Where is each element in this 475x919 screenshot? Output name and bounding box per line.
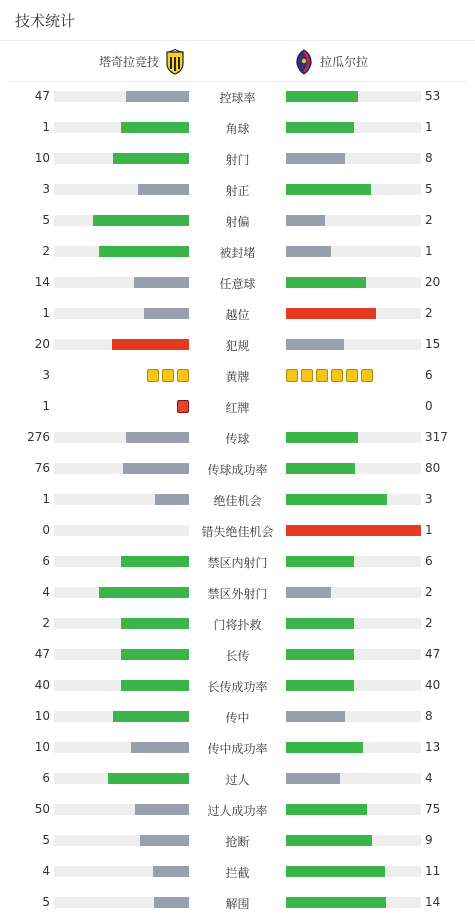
- stat-label: 犯规: [225, 339, 250, 353]
- home-stat-bar: [54, 339, 189, 350]
- away-stat-bar: [286, 618, 421, 629]
- away-stat-bar: [286, 153, 421, 164]
- home-stat-value: 40: [34, 678, 50, 692]
- away-stat-bar-fill: [286, 711, 345, 722]
- home-stat-bar: [54, 91, 189, 102]
- away-stat-value: 2: [425, 306, 433, 320]
- away-stat-bar: [286, 494, 421, 505]
- away-stat-bar: [286, 277, 421, 288]
- away-stat-bar: [286, 215, 421, 226]
- home-stat-bar-fill: [138, 184, 189, 195]
- home-cards: [147, 369, 189, 382]
- stat-label: 拦截: [225, 866, 250, 880]
- stat-label: 过人成功率: [207, 804, 268, 818]
- away-stat-bar: [286, 525, 421, 536]
- stat-label: 越位: [225, 308, 250, 322]
- away-stat-value: 9: [425, 833, 433, 847]
- home-stat-value: 20: [34, 337, 50, 351]
- away-team[interactable]: [295, 41, 368, 82]
- stat-row: [0, 546, 475, 577]
- home-stat-bar-fill: [113, 153, 189, 164]
- away-stat-bar-fill: [286, 773, 340, 784]
- home-stat-bar-fill: [121, 556, 189, 567]
- away-stat-bar-fill: [286, 494, 387, 505]
- home-stat-bar-fill: [123, 463, 189, 474]
- stat-row: [0, 422, 475, 453]
- away-stat-value: 15: [425, 337, 441, 351]
- away-stat-bar-fill: [286, 463, 355, 474]
- home-stat-bar: [54, 184, 189, 195]
- home-cards: [177, 400, 189, 413]
- away-stat-bar-fill: [286, 153, 345, 164]
- away-stat-bar: [286, 587, 421, 598]
- away-stat-bar: [286, 897, 421, 908]
- stat-label: 长传成功率: [207, 680, 268, 694]
- away-stat-value: 6: [425, 368, 433, 382]
- away-stat-bar-fill: [286, 804, 367, 815]
- stat-label: 被封堵: [219, 246, 256, 260]
- home-stat-bar: [54, 153, 189, 164]
- home-stat-value: 10: [34, 709, 50, 723]
- away-stat-bar: [286, 835, 421, 846]
- stat-row: [0, 515, 475, 546]
- page-title: 技术统计: [15, 12, 76, 30]
- away-stat-bar: [286, 91, 421, 102]
- yellow-card-icon: [286, 369, 298, 382]
- stat-label: 长传: [225, 649, 250, 663]
- home-stat-value: 5: [42, 213, 50, 227]
- home-stat-bar-fill: [108, 773, 189, 784]
- home-stat-value: 50: [34, 802, 50, 816]
- home-stat-bar-fill: [126, 91, 189, 102]
- home-stat-bar-fill: [144, 308, 189, 319]
- away-stat-value: 5: [425, 182, 433, 196]
- home-stat-value: 1: [42, 306, 50, 320]
- home-team-name: 塔奇拉竞技: [98, 55, 159, 69]
- away-stat-bar-fill: [286, 742, 363, 753]
- away-stat-bar-fill: [286, 91, 358, 102]
- yellow-card-icon: [177, 369, 189, 382]
- stat-label: 红牌: [225, 401, 250, 415]
- yellow-card-icon: [301, 369, 313, 382]
- home-stat-value: 47: [34, 647, 50, 661]
- away-stat-bar-fill: [286, 122, 354, 133]
- home-stat-bar: [54, 215, 189, 226]
- home-stat-bar: [54, 122, 189, 133]
- away-stat-bar-fill: [286, 432, 358, 443]
- away-stat-bar: [286, 463, 421, 474]
- stat-row: [0, 81, 475, 112]
- away-stat-bar: [286, 711, 421, 722]
- stat-row: [0, 143, 475, 174]
- home-stat-bar-fill: [121, 122, 189, 133]
- away-stat-bar: [286, 649, 421, 660]
- stat-row: [0, 112, 475, 143]
- stat-row: [0, 391, 475, 422]
- away-stat-bar: [286, 866, 421, 877]
- home-stat-bar-fill: [140, 835, 189, 846]
- stat-row: [0, 453, 475, 484]
- away-stat-bar-fill: [286, 556, 354, 567]
- away-stat-bar: [286, 742, 421, 753]
- home-stat-bar: [54, 246, 189, 257]
- stat-row: [0, 794, 475, 825]
- stat-row: [0, 670, 475, 701]
- away-stat-value: 75: [425, 802, 441, 816]
- stat-label: 禁区外射门: [207, 587, 268, 601]
- home-stat-bar: [54, 804, 189, 815]
- home-stat-bar-fill: [121, 618, 189, 629]
- stat-label: 传中成功率: [207, 742, 268, 756]
- stat-row: [0, 825, 475, 856]
- home-stat-bar: [54, 711, 189, 722]
- red-card-icon: [177, 400, 189, 413]
- away-stat-bar: [286, 122, 421, 133]
- stat-label: 任意球: [219, 277, 256, 291]
- home-stat-bar: [54, 463, 189, 474]
- away-stat-bar: [286, 773, 421, 784]
- away-stat-bar: [286, 339, 421, 350]
- away-stat-value: 40: [425, 678, 441, 692]
- home-stat-bar: [54, 866, 189, 877]
- home-stat-value: 1: [42, 399, 50, 413]
- stat-label: 控球率: [219, 91, 256, 105]
- stats-list: [0, 81, 475, 918]
- home-stat-bar: [54, 618, 189, 629]
- home-team-crest-icon: [166, 49, 184, 75]
- away-stat-bar: [286, 432, 421, 443]
- stat-row: [0, 732, 475, 763]
- home-stat-bar-fill: [153, 866, 189, 877]
- home-stat-value: 276: [27, 430, 50, 444]
- stat-row: [0, 639, 475, 670]
- home-stat-bar-fill: [99, 587, 189, 598]
- stats-header: [0, 0, 475, 41]
- away-stat-value: 20: [425, 275, 441, 289]
- stat-row: [0, 329, 475, 360]
- home-stat-bar: [54, 897, 189, 908]
- yellow-card-icon: [331, 369, 343, 382]
- stat-row: [0, 577, 475, 608]
- home-stat-bar-fill: [99, 246, 189, 257]
- away-stat-bar-fill: [286, 525, 421, 536]
- home-stat-value: 6: [42, 771, 50, 785]
- away-stat-value: 8: [425, 709, 433, 723]
- home-stat-value: 4: [42, 864, 50, 878]
- away-stat-bar-fill: [286, 339, 344, 350]
- away-stat-bar-fill: [286, 587, 331, 598]
- home-stat-bar-fill: [126, 432, 189, 443]
- stat-label: 射正: [225, 184, 250, 198]
- home-stat-value: 14: [34, 275, 50, 289]
- home-stat-bar-fill: [155, 494, 189, 505]
- away-stat-bar-fill: [286, 215, 325, 226]
- away-stat-bar: [286, 804, 421, 815]
- stat-row: [0, 608, 475, 639]
- yellow-card-icon: [162, 369, 174, 382]
- away-stat-value: 8: [425, 151, 433, 165]
- home-stat-bar-fill: [135, 804, 189, 815]
- away-stat-value: 53: [425, 89, 441, 103]
- home-stat-bar-fill: [121, 680, 189, 691]
- yellow-card-icon: [147, 369, 159, 382]
- home-stat-bar: [54, 432, 189, 443]
- stat-label: 传球: [225, 432, 250, 446]
- away-stat-value: 47: [425, 647, 441, 661]
- stat-label: 黄牌: [225, 370, 250, 384]
- stat-label: 错失绝佳机会: [201, 525, 274, 539]
- away-stat-value: 11: [425, 864, 441, 878]
- away-stat-bar: [286, 680, 421, 691]
- away-stat-value: 14: [425, 895, 441, 909]
- teams-row: [8, 41, 466, 82]
- stat-label: 过人: [225, 773, 250, 787]
- home-stat-value: 3: [42, 368, 50, 382]
- home-stat-bar: [54, 494, 189, 505]
- yellow-card-icon: [346, 369, 358, 382]
- stat-row: [0, 205, 475, 236]
- home-stat-bar-fill: [93, 215, 189, 226]
- home-stat-bar-fill: [112, 339, 189, 350]
- stat-row: [0, 763, 475, 794]
- home-stat-value: 2: [42, 616, 50, 630]
- home-stat-bar-fill: [121, 649, 189, 660]
- home-stat-bar-fill: [113, 711, 189, 722]
- home-stat-bar: [54, 308, 189, 319]
- home-stat-value: 2: [42, 244, 50, 258]
- home-stat-bar: [54, 587, 189, 598]
- home-team[interactable]: [99, 41, 184, 82]
- home-stat-bar: [54, 649, 189, 660]
- away-stat-value: 80: [425, 461, 441, 475]
- home-stat-bar: [54, 680, 189, 691]
- home-stat-value: 10: [34, 740, 50, 754]
- home-stat-value: 5: [42, 833, 50, 847]
- home-stat-bar: [54, 525, 189, 536]
- home-stat-value: 0: [42, 523, 50, 537]
- home-stat-bar: [54, 277, 189, 288]
- home-stat-value: 3: [42, 182, 50, 196]
- away-stat-value: 4: [425, 771, 433, 785]
- stat-label: 绝佳机会: [213, 494, 262, 508]
- home-stat-bar: [54, 556, 189, 567]
- stat-row: [0, 267, 475, 298]
- away-stat-bar-fill: [286, 866, 385, 877]
- away-stat-value: 2: [425, 616, 433, 630]
- stat-row: [0, 887, 475, 918]
- away-stat-bar-fill: [286, 184, 371, 195]
- stat-row: [0, 360, 475, 391]
- away-stat-bar-fill: [286, 897, 386, 908]
- away-stat-value: 0: [425, 399, 433, 413]
- stat-label: 角球: [225, 122, 250, 136]
- away-stat-bar-fill: [286, 277, 366, 288]
- home-stat-bar: [54, 773, 189, 784]
- away-team-crest-icon: [295, 49, 313, 75]
- stat-row: [0, 701, 475, 732]
- away-stat-value: 2: [425, 585, 433, 599]
- stat-label: 抢断: [225, 835, 250, 849]
- home-stat-value: 6: [42, 554, 50, 568]
- away-team-name: 拉瓜尔拉: [320, 55, 369, 69]
- stat-row: [0, 484, 475, 515]
- away-stat-bar: [286, 556, 421, 567]
- away-stat-value: 3: [425, 492, 433, 506]
- stat-row: [0, 174, 475, 205]
- away-stat-value: 13: [425, 740, 441, 754]
- away-cards: [286, 369, 373, 382]
- home-stat-bar: [54, 835, 189, 846]
- stat-row: [0, 236, 475, 267]
- away-stat-bar-fill: [286, 680, 354, 691]
- away-stat-bar-fill: [286, 649, 354, 660]
- yellow-card-icon: [361, 369, 373, 382]
- home-stat-value: 1: [42, 120, 50, 134]
- stat-row: [0, 298, 475, 329]
- home-stat-bar-fill: [154, 897, 189, 908]
- home-stat-value: 4: [42, 585, 50, 599]
- away-stat-value: 1: [425, 120, 433, 134]
- away-stat-bar: [286, 308, 421, 319]
- away-stat-value: 2: [425, 213, 433, 227]
- away-stat-value: 1: [425, 523, 433, 537]
- away-stat-value: 6: [425, 554, 433, 568]
- yellow-card-icon: [316, 369, 328, 382]
- stat-label: 射偏: [225, 215, 250, 229]
- home-stat-value: 47: [34, 89, 50, 103]
- home-stat-value: 5: [42, 895, 50, 909]
- away-stat-bar-fill: [286, 246, 331, 257]
- stat-label: 传球成功率: [207, 463, 268, 477]
- away-stat-value: 317: [425, 430, 448, 444]
- home-stat-value: 76: [34, 461, 50, 475]
- stat-label: 门将扑救: [213, 618, 262, 632]
- away-stat-bar: [286, 246, 421, 257]
- away-stat-value: 1: [425, 244, 433, 258]
- away-stat-bar-fill: [286, 618, 354, 629]
- stat-label: 射门: [225, 153, 250, 167]
- away-stat-bar-fill: [286, 308, 376, 319]
- stat-label: 禁区内射门: [207, 556, 268, 570]
- home-stat-bar: [54, 742, 189, 753]
- stat-label: 传中: [225, 711, 250, 725]
- stat-label: 解围: [225, 897, 250, 911]
- home-stat-bar-fill: [134, 277, 189, 288]
- home-stat-value: 1: [42, 492, 50, 506]
- stat-row: [0, 856, 475, 887]
- home-stat-value: 10: [34, 151, 50, 165]
- away-stat-bar-fill: [286, 835, 372, 846]
- home-stat-bar-fill: [131, 742, 189, 753]
- away-stat-bar: [286, 184, 421, 195]
